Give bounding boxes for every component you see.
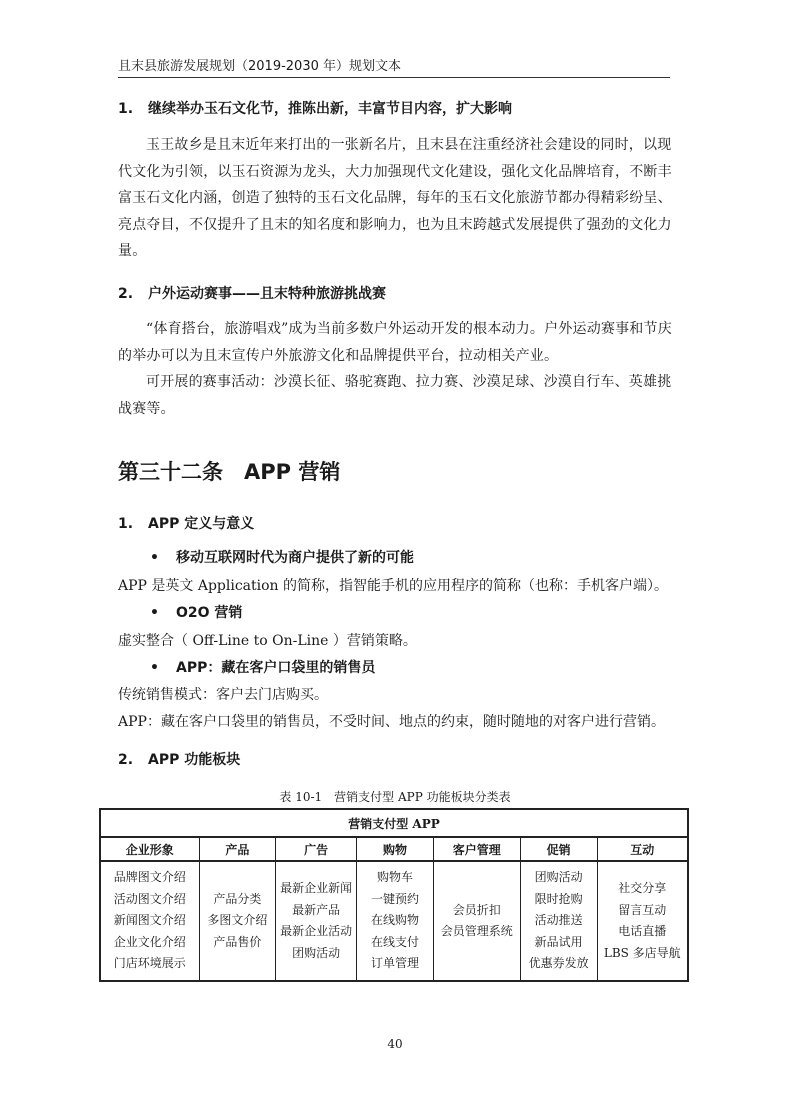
section-heading-app-definition <box>118 513 254 533</box>
cell-line: 优惠券发放 <box>528 956 589 971</box>
column-header: 广告 <box>276 837 357 861</box>
cell-line: 社交分享 <box>618 881 667 895</box>
cell-line: 产品分类 <box>213 891 262 906</box>
section-number: 1. <box>118 516 134 532</box>
bullet-item <box>150 547 414 567</box>
body-line: APP：藏在客户口袋里的销售员，不受时间、地点的约束，随时随地的对客户进行营销。 <box>118 714 665 730</box>
table-title: 营销支付型 APP <box>100 809 688 837</box>
cell-line: 企业文化介绍 <box>113 934 186 949</box>
paragraph-jade-festival <box>118 132 674 265</box>
table-cell <box>357 861 434 981</box>
bullet-dot-icon: • <box>150 660 159 676</box>
table-cell <box>199 861 276 981</box>
section-heading-text: APP 定义与意义 <box>148 516 255 532</box>
table-cell <box>597 861 688 981</box>
cell-line: 产品售价 <box>213 934 262 949</box>
cell-line: 活动推送 <box>534 913 583 928</box>
column-header: 客户管理 <box>433 837 520 861</box>
column-header: 购物 <box>357 837 434 861</box>
table-cell <box>520 861 597 981</box>
header-rule <box>118 77 670 78</box>
table-row <box>100 861 688 981</box>
cell-line: 多图文介绍 <box>207 913 268 928</box>
app-function-table <box>99 808 689 982</box>
section-heading-text: 继续举办玉石文化节，推陈出新，丰富节目内容，扩大影响 <box>148 101 512 117</box>
paragraph-text: 可开展的赛事活动：沙漠长征、骆驼赛跑、拉力赛、沙漠足球、沙漠自行车、英雄挑战赛等。 <box>118 374 672 417</box>
column-header: 促销 <box>520 837 597 861</box>
table-cell <box>433 861 520 981</box>
column-header: 互动 <box>597 837 688 861</box>
cell-line: 会员折扣 <box>452 902 501 917</box>
section-number: 1. <box>118 101 134 117</box>
paragraph-events <box>118 369 674 422</box>
page-header: 且末县旅游发展规划（2019-2030 年）规划文本 <box>118 59 401 74</box>
cell-line: 限时抢购 <box>534 891 583 906</box>
cell-line: 门店环境展示 <box>113 956 186 971</box>
body-line: APP 是英文 Application 的简称，指智能手机的应用程序的简称（也称：手机客户端）。 <box>118 578 669 594</box>
cell-line: 新品试用 <box>534 934 583 949</box>
cell-line: 购物车 <box>376 870 413 885</box>
cell-line: 一键预约 <box>370 891 419 906</box>
bullet-dot-icon: • <box>150 550 159 566</box>
bullet-text: 移动互联网时代为商户提供了新的可能 <box>176 550 414 566</box>
section-number: 2. <box>118 752 134 768</box>
body-line: 虚实整合（ Off-Line to On-Line ）营销策略。 <box>118 633 417 649</box>
cell-line: 团购活动 <box>292 945 341 960</box>
cell-line: 最新企业新闻 <box>280 881 353 895</box>
cell-line: 团购活动 <box>534 870 583 885</box>
cell-line: 活动图文介绍 <box>113 891 186 906</box>
cell-line: LBS 多店导航 <box>603 945 681 960</box>
cell-line: 会员管理系统 <box>440 924 513 938</box>
column-header: 产品 <box>199 837 276 861</box>
cell-line: 订单管理 <box>370 956 419 971</box>
table-caption: 表 10-1 营销支付型 APP 功能板块分类表 <box>279 790 511 804</box>
section-heading-app-modules <box>118 749 240 769</box>
cell-line: 品牌图文介绍 <box>113 870 186 885</box>
cell-line: 在线支付 <box>370 934 419 949</box>
column-header: 企业形象 <box>100 837 199 861</box>
section-heading-text: APP 功能板块 <box>148 752 241 768</box>
bullet-text: APP：藏在客户口袋里的销售员 <box>176 660 376 676</box>
paragraph-outdoor-sports <box>118 316 674 369</box>
cell-line: 留言互动 <box>618 902 667 917</box>
cell-line: 新闻图文介绍 <box>113 913 186 928</box>
table-cell <box>276 861 357 981</box>
bullet-dot-icon: • <box>150 605 159 621</box>
article-title: 第三十二条 APP 营销 <box>118 460 341 484</box>
section-heading-1 <box>118 98 512 118</box>
section-number: 2. <box>118 286 134 302</box>
table-cell <box>100 861 199 981</box>
bullet-item <box>150 657 375 677</box>
cell-line: 最新产品 <box>292 902 341 917</box>
page-number: 40 <box>387 1037 403 1051</box>
bullet-text: O2O 营销 <box>176 605 243 621</box>
bullet-item <box>150 602 242 622</box>
paragraph-text: “体育搭台，旅游唱戏”成为当前多数户外运动开发的根本动力。户外运动赛事和节庆的举办可以为且末宣传户外旅游文化和品牌提供平台，拉动相关产业。 <box>118 321 672 364</box>
cell-line: 最新企业活动 <box>280 924 353 938</box>
cell-line: 在线购物 <box>370 913 419 928</box>
paragraph-text: 玉王故乡是且末近年来打出的一张新名片，且末县在注重经济社会建设的同时，以现代文化为引领，以玉石资源为龙头，大力加强现代文化建设，强化文化品牌培育，不断丰富玉石文化内涵，创造了独特的玉石文化品牌，每年的玉石文化旅游节都办得精彩纷呈、亮点夺目，不仅提升了且末的知名度和影响力，也为且末跨越式发展提供了强劲的文化力量。 <box>118 137 672 259</box>
body-line: 传统销售模式：客户去门店购买。 <box>118 687 328 703</box>
cell-line: 电话直播 <box>618 924 667 938</box>
section-heading-2 <box>118 283 386 303</box>
section-heading-text: 户外运动赛事——且末特种旅游挑战赛 <box>148 286 386 302</box>
